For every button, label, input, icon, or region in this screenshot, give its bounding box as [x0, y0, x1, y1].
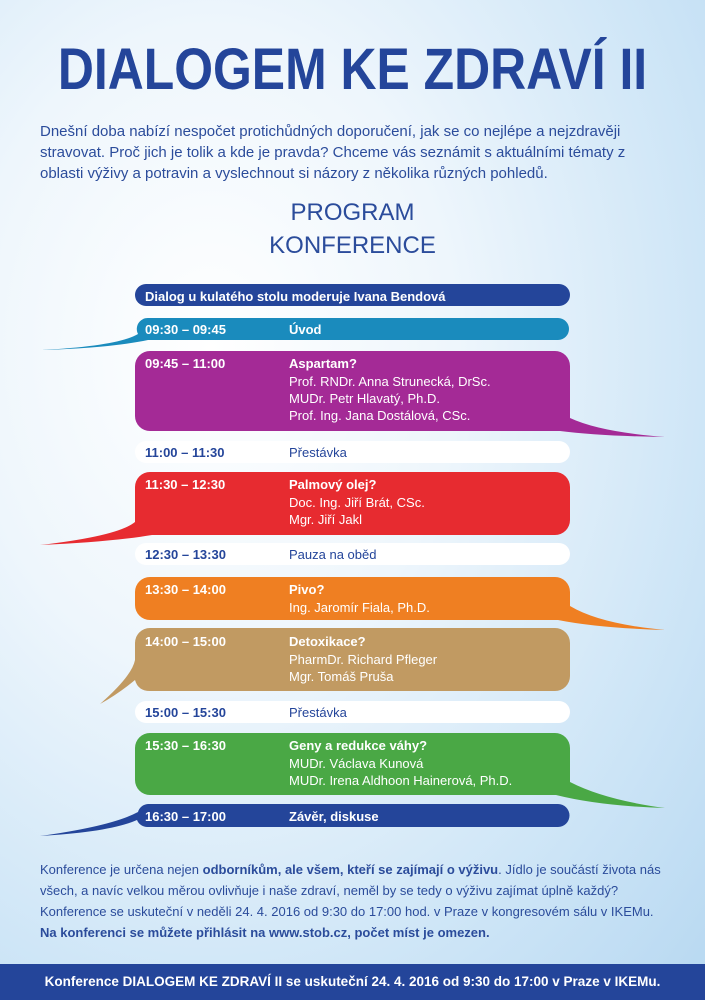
speaker-name: Mgr. Tomáš Pruša: [289, 669, 394, 684]
session-title: Přestávka: [289, 445, 347, 460]
time-label: 09:30 – 09:45: [145, 322, 226, 337]
time-label: 11:30 – 12:30: [145, 477, 226, 492]
speaker-name: PharmDr. Richard Pfleger: [289, 652, 438, 667]
bottom-bar: Konference DIALOGEM KE ZDRAVÍ II se uskuteční 24. 4. 2016 od 9:30 do 17:00 v Praze v IKEMu.: [0, 964, 705, 1000]
time-label: 14:00 – 15:00: [145, 634, 226, 649]
speaker-name: Mgr. Jiří Jakl: [289, 512, 362, 527]
session-title: Pivo?: [289, 582, 325, 597]
session-title: Palmový olej?: [289, 477, 377, 492]
speaker-list: [289, 494, 425, 528]
speaker-list: [289, 755, 512, 789]
session-title: Aspartam?: [289, 356, 357, 371]
intro-paragraph: Dnešní doba nabízí nespočet protichůdných doporučení, jak se co nejlépe a nejzdravěji stravovat. Proč jich je tolik a kde je pravda? Chceme vás seznámit s aktuálními tématy z oblasti výživy a potravin a vyslechnout si názory z několika různých pohledů.: [40, 123, 626, 182]
session-title: Geny a redukce váhy?: [289, 738, 428, 753]
program-heading-line1: PROGRAM: [290, 199, 415, 226]
footer-paragraph-2: Konference se uskuteční v neděli 24. 4. 2016 od 9:30 do 17:00 hod. v Praze v kongresovém sálu v IKEMu.: [40, 904, 654, 919]
speaker-list: [289, 599, 430, 616]
speaker-name: Prof. RNDr. Anna Strunecká, DrSc.: [289, 374, 491, 389]
session-title: Závěr, diskuse: [289, 809, 379, 824]
footer-paragraph-1: [40, 859, 680, 901]
time-label: 12:30 – 13:30: [145, 547, 226, 562]
footer-p1-emphasis: odborníkům, ale všem, kteří se zajímají o výživu: [202, 862, 499, 877]
program-heading-line2: KONFERENCE: [269, 232, 436, 259]
moderator-text: Dialog u kulatého stolu moderuje Ivana Bendová: [145, 289, 446, 304]
time-label: 15:00 – 15:30: [145, 705, 226, 720]
speaker-name: Ing. Jaromír Fiala, Ph.D.: [289, 600, 430, 615]
session-title: Úvod: [289, 322, 322, 337]
footer-paragraph-3: Na konferenci se můžete přihlásit na www.stob.cz, počet míst je omezen.: [40, 925, 490, 940]
speaker-name: MUDr. Irena Aldhoon Hainerová, Ph.D.: [289, 773, 513, 788]
speaker-list: [289, 651, 437, 685]
session-title: Pauza na oběd: [289, 547, 377, 562]
speaker-list: [289, 373, 491, 424]
session-title: Detoxikace?: [289, 634, 366, 649]
footer-p1-end: . Jídlo je součástí života nás všech, a navíc velkou měrou ovlivňuje i naše zdraví, neměl by se tedy o výživu zajímat úplně každý?: [40, 862, 661, 898]
page-title: DIALOGEM KE ZDRAVÍ II: [57, 37, 648, 102]
speaker-name: MUDr. Václava Kunová: [289, 756, 424, 771]
footer-text: [40, 859, 680, 943]
session-title: Přestávka: [289, 705, 347, 720]
footer-p1-start: Konference je určena nejen: [40, 862, 203, 877]
speaker-name: Doc. Ing. Jiří Brát, CSc.: [289, 495, 425, 510]
time-label: 13:30 – 14:00: [145, 582, 226, 597]
time-label: 15:30 – 16:30: [145, 738, 226, 753]
time-label: 11:00 – 11:30: [145, 445, 225, 460]
speaker-name: Prof. Ing. Jana Dostálová, CSc.: [289, 408, 471, 423]
speaker-name: MUDr. Petr Hlavatý, Ph.D.: [289, 391, 440, 406]
time-label: 16:30 – 17:00: [145, 809, 226, 824]
time-label: 09:45 – 11:00: [145, 356, 226, 371]
